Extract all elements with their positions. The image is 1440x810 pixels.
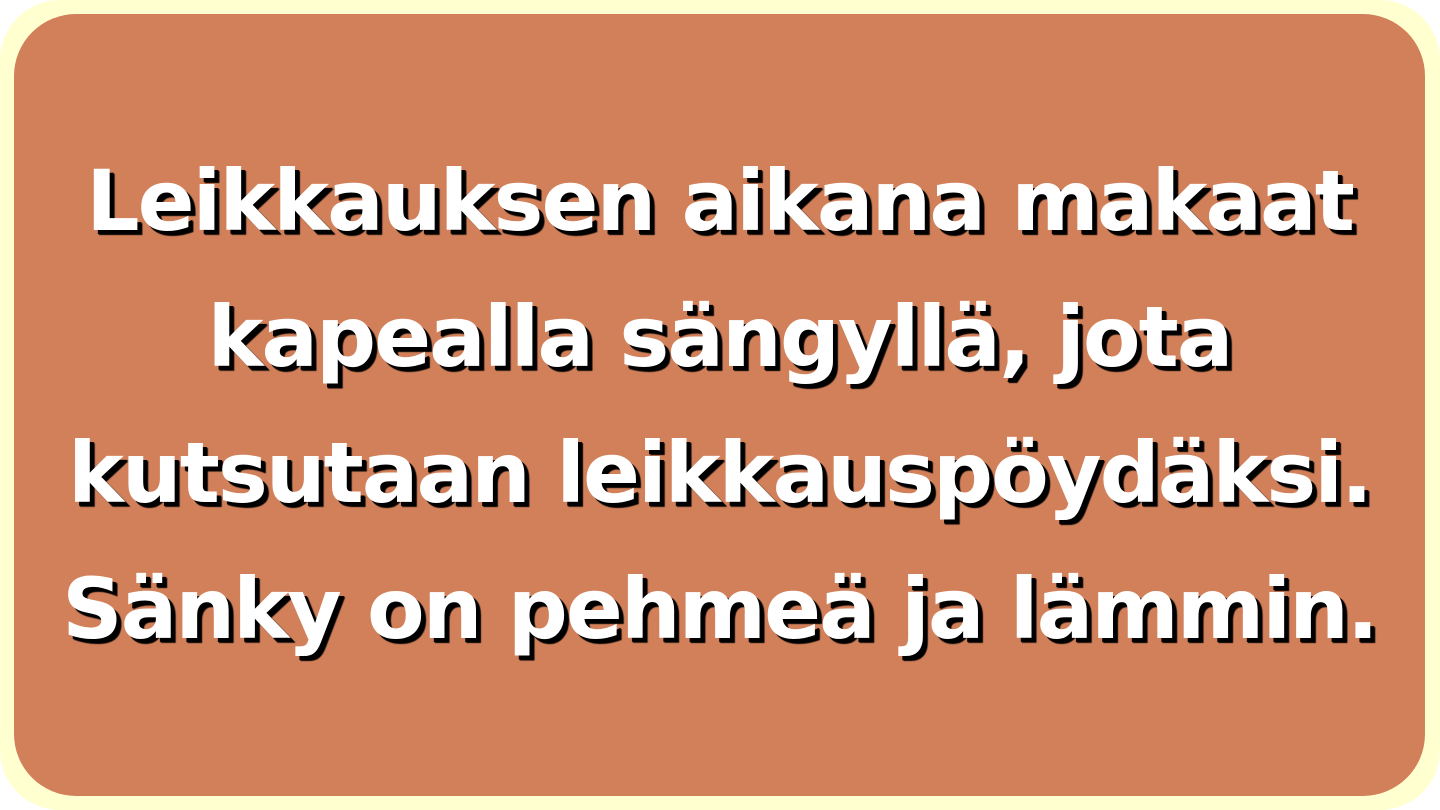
message-text	[20, 133, 1420, 677]
message-card	[14, 14, 1425, 796]
message-line-4: Sänky on pehmeä ja lämmin.	[62, 560, 1377, 658]
message-line-2: kapealla sängyllä, jota	[207, 288, 1232, 386]
message-line-1: Leikkauksen aikana makaat	[86, 152, 1353, 250]
message-line-3: kutsutaan leikkauspöydäksi.	[68, 424, 1371, 522]
